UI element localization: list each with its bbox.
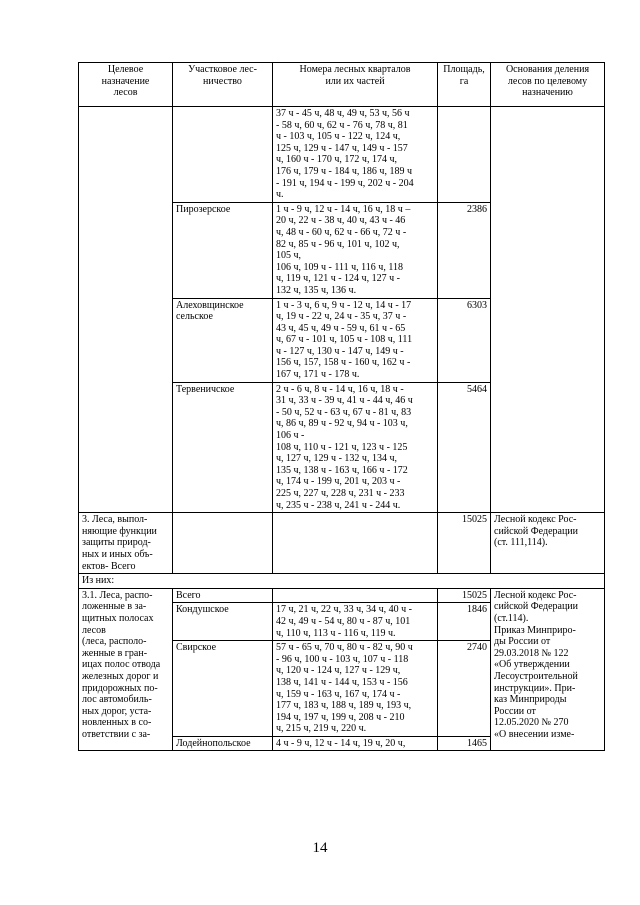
forest-purpose-table bbox=[78, 62, 605, 751]
header-area: Площадь, га bbox=[438, 63, 491, 107]
area-cell-empty bbox=[438, 107, 491, 203]
basis-cell-empty bbox=[491, 107, 605, 513]
quarters-cell: 57 ч - 65 ч, 70 ч, 80 ч - 82 ч, 90 ч - 96 ч, 100 ч - 103 ч, 107 ч - 118 ч, 120 ч - 124 ч, 127 ч - 129 ч, 138 ч, 141 ч - 144 ч, 153 ч - 156 ч, 159 ч - 163 ч, 167 ч, 174 ч - 177 ч, 183 ч, 188 ч, 189 ч, 193 ч, 194 ч, 197 ч, 199 ч, 208 ч - 210 ч, 215 ч, 219 ч, 220 ч. bbox=[273, 641, 438, 737]
header-purpose: Целевое назначение лесов bbox=[79, 63, 173, 107]
purpose-cell-empty bbox=[79, 107, 173, 513]
quarters-cell: 4 ч - 9 ч, 12 ч - 14 ч, 19 ч, 20 ч, bbox=[273, 736, 438, 751]
quarters-cell: 17 ч, 21 ч, 22 ч, 33 ч, 34 ч, 40 ч - 42 ч, 49 ч - 54 ч, 80 ч - 87 ч, 101 ч, 110 ч, 113 ч - 116 ч, 119 ч. bbox=[273, 603, 438, 641]
purpose-name: 3. Леса, выпол- няющие функции защиты природ- ных и иных объ- ектов- Всего bbox=[79, 513, 173, 574]
subheading-iz-nikh: Из них: bbox=[79, 574, 605, 589]
district-name: Алеховщинское сельское bbox=[173, 298, 273, 382]
district-name: Всего bbox=[173, 588, 273, 603]
basis-text: Лесной кодекс Рос- сийской Федерации (ст.114). Приказ Минприро- ды России от 29.03.2018 № 122 «Об утверждении Лесоустроительной инструкции». При- каз Минприроды России от 12.05.2020 № 270 «О внесении изме- bbox=[491, 588, 605, 751]
basis-text: Лесной кодекс Рос- сийской Федерации (ст. 111,114). bbox=[491, 513, 605, 574]
table-row bbox=[79, 574, 605, 589]
area-value: 5464 bbox=[438, 382, 491, 513]
district-name: Тервеничское bbox=[173, 382, 273, 513]
area-value: 2386 bbox=[438, 202, 491, 298]
area-value: 1846 bbox=[438, 603, 491, 641]
quarters-cell: 1 ч - 9 ч, 12 ч - 14 ч, 16 ч, 18 ч – 20 ч, 22 ч - 38 ч, 40 ч, 43 ч - 46 ч, 48 ч - 60 ч, 62 ч - 66 ч, 72 ч - 82 ч, 85 ч - 96 ч, 101 ч, 102 ч, 105 ч, 106 ч, 109 ч - 111 ч, 116 ч, 118 ч, 119 ч, 121 ч - 124 ч, 127 ч - 132 ч, 135 ч, 136 ч. bbox=[273, 202, 438, 298]
area-value: 1465 bbox=[438, 736, 491, 751]
district-cell-empty bbox=[173, 513, 273, 574]
table-row bbox=[79, 588, 605, 603]
area-value: 15025 bbox=[438, 513, 491, 574]
quarters-cell: 1 ч - 3 ч, 6 ч, 9 ч - 12 ч, 14 ч - 17 ч, 19 ч - 22 ч, 24 ч - 35 ч, 37 ч - 43 ч, 45 ч, 49 ч - 59 ч, 61 ч - 65 ч, 67 ч - 101 ч, 105 ч - 108 ч, 111 ч - 127 ч, 130 ч - 147 ч, 149 ч - 156 ч, 157, 158 ч - 160 ч, 162 ч - 167 ч, 171 ч - 178 ч. bbox=[273, 298, 438, 382]
header-quarters: Номера лесных кварталов или их частей bbox=[273, 63, 438, 107]
quarters-cell: 2 ч - 6 ч, 8 ч - 14 ч, 16 ч, 18 ч - 31 ч, 33 ч - 39 ч, 41 ч - 44 ч, 46 ч - 50 ч, 52 ч - 63 ч, 67 ч - 81 ч, 83 ч, 86 ч, 89 ч - 92 ч, 94 ч - 103 ч, 106 ч - 108 ч, 110 ч - 121 ч, 123 ч - 125 ч, 127 ч, 129 ч - 132 ч, 134 ч, 135 ч, 138 ч - 163 ч, 166 ч - 172 ч, 174 ч - 199 ч, 201 ч, 203 ч - 225 ч, 227 ч, 228 ч, 231 ч - 233 ч, 235 ч - 238 ч, 241 ч - 244 ч. bbox=[273, 382, 438, 513]
table-row bbox=[79, 107, 605, 203]
district-name: Кондушское bbox=[173, 603, 273, 641]
district-name: Свирское bbox=[173, 641, 273, 737]
quarters-cell-empty bbox=[273, 513, 438, 574]
area-value: 6303 bbox=[438, 298, 491, 382]
district-name: Пирозерское bbox=[173, 202, 273, 298]
table-row bbox=[79, 513, 605, 574]
area-value: 15025 bbox=[438, 588, 491, 603]
page-number: 14 bbox=[312, 840, 328, 856]
district-name: Лодейнопольское bbox=[173, 736, 273, 751]
district-cell-empty bbox=[173, 107, 273, 203]
document-page bbox=[78, 62, 604, 751]
area-value: 2740 bbox=[438, 641, 491, 737]
table-header-row bbox=[79, 63, 605, 107]
quarters-cell-empty bbox=[273, 588, 438, 603]
header-basis: Основания деления лесов по целевому назначению bbox=[491, 63, 605, 107]
purpose-name: 3.1. Леса, распо- ложенные в за- щитных полосах лесов (леса, располо- женные в гран- ицах полос отвода железных дорог и придорожных по- лос автомобиль- ных дорог, уста- новленных в со- ответствии с за- bbox=[79, 588, 173, 751]
quarters-cell: 37 ч - 45 ч, 48 ч, 49 ч, 53 ч, 56 ч - 58 ч, 60 ч, 62 ч - 76 ч, 78 ч, 81 ч - 103 ч, 105 ч - 122 ч, 124 ч, 125 ч, 129 ч - 147 ч, 149 ч - 157 ч, 160 ч - 170 ч, 172 ч, 174 ч, 176 ч, 179 ч - 184 ч, 186 ч, 189 ч - 191 ч, 194 ч - 199 ч, 202 ч - 204 ч. bbox=[273, 107, 438, 203]
header-district: Участковое лес- ничество bbox=[173, 63, 273, 107]
